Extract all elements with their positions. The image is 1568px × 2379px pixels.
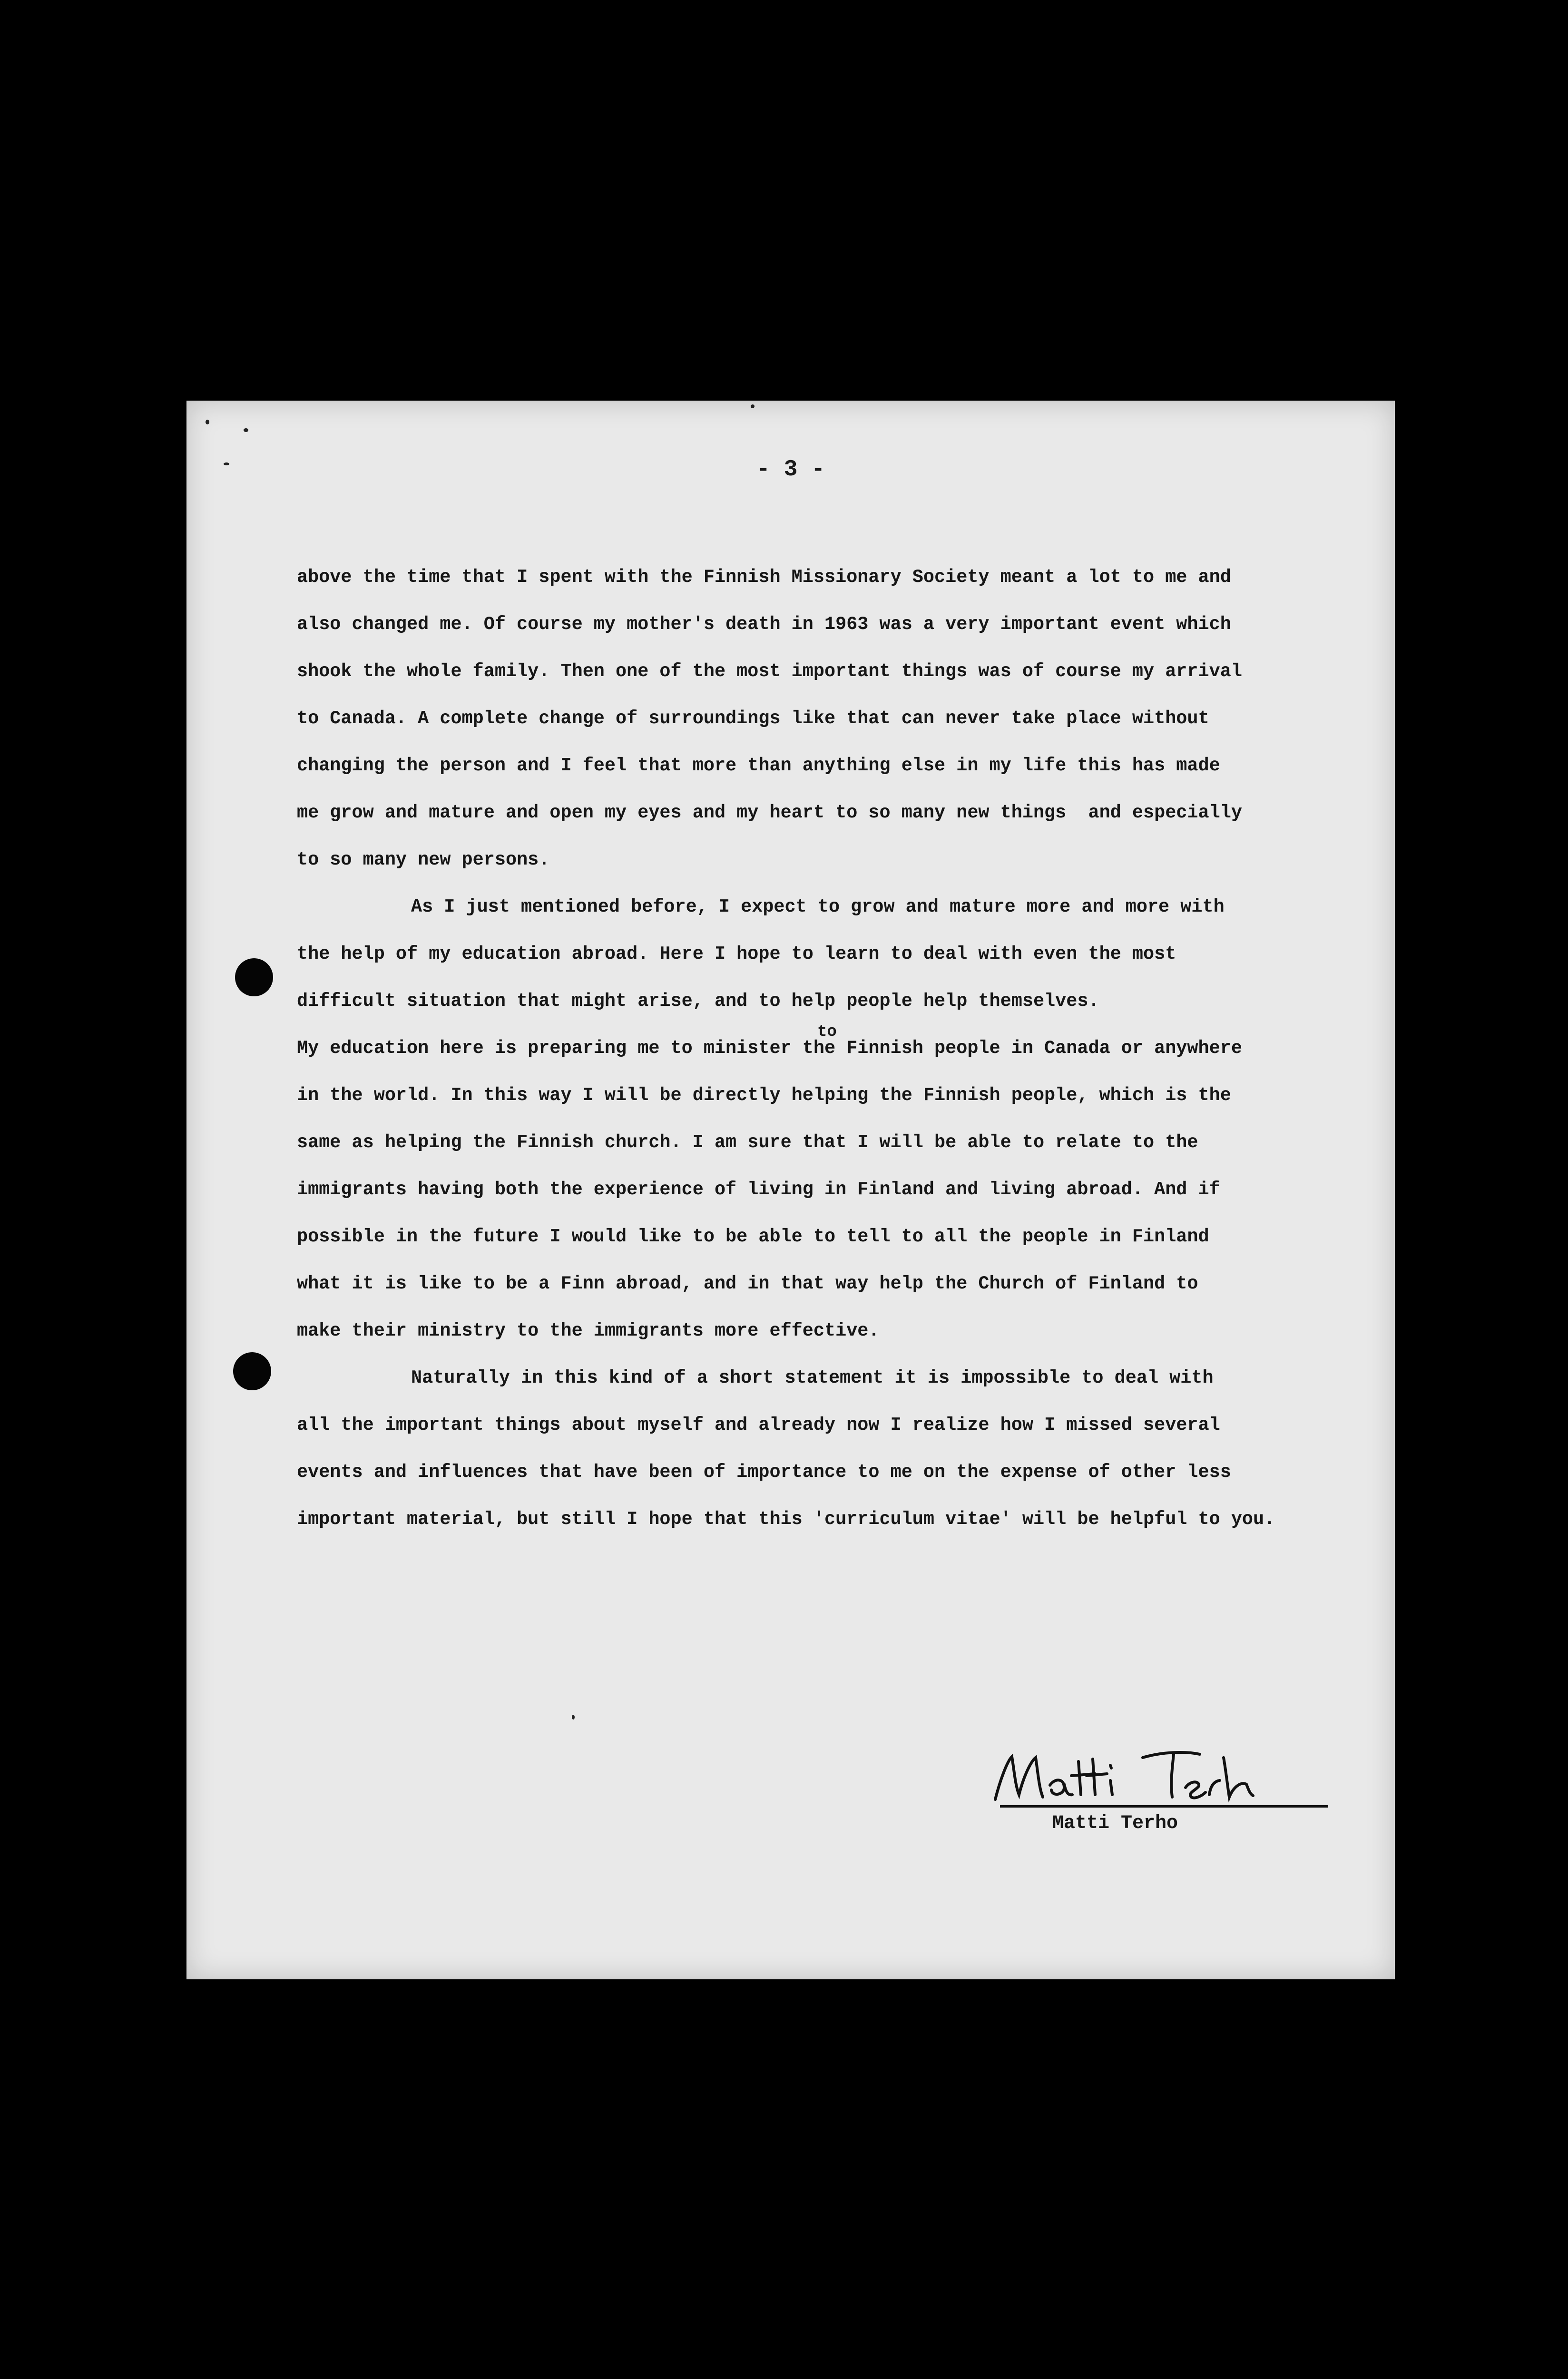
text-line: the help of my education abroad. Here I hope to learn to deal with even the most [297, 944, 1176, 964]
punch-hole [233, 1352, 271, 1390]
document-page [186, 401, 1395, 1979]
text-line: in the world. In this way I will be directly helping the Finnish people, which is the [297, 1085, 1231, 1106]
text-line: same as helping the Finnish church. I am sure that I will be able to relate to the [297, 1132, 1198, 1153]
text-line: My education here is preparing me to minister the Finnish people in Canada or anywhere [297, 1038, 1242, 1059]
text-line: above the time that I spent with the Finnish Missionary Society meant a lot to me and [297, 567, 1231, 588]
text-line: difficult situation that might arise, and to help people help themselves. [297, 991, 1099, 1012]
typed-signature-name: Matti Terho [1052, 1813, 1178, 1834]
paper-speck [572, 1715, 575, 1720]
letter-body [297, 554, 1372, 1543]
paper-speck [751, 404, 755, 408]
text-line: shook the whole family. Then one of the most important things was of course my arrival [297, 661, 1242, 682]
handwritten-insertion: to [817, 1023, 837, 1041]
text-line: all the important things about myself and already now I realize how I missed several [297, 1415, 1220, 1435]
paper-speck [244, 428, 248, 432]
page-number: - 3 - [756, 457, 825, 482]
paragraph-2 [297, 884, 1372, 1355]
signature-line [1000, 1805, 1328, 1808]
punch-hole [235, 958, 273, 996]
text-line: important material, but still I hope that this 'curriculum vitae' will be helpful to you. [297, 1509, 1275, 1530]
paper-speck [206, 420, 209, 424]
text-line: As I just mentioned before, I expect to grow and mature more and more with [411, 896, 1225, 917]
text-line: to Canada. A complete change of surroundings like that can never take place without [297, 708, 1209, 729]
text-line: what it is like to be a Finn abroad, and in that way help the Church of Finland to [297, 1273, 1198, 1294]
text-line: events and influences that have been of importance to me on the expense of other less [297, 1462, 1231, 1483]
handwritten-signature [986, 1728, 1290, 1809]
text-line: Naturally in this kind of a short statement it is impossible to deal with [411, 1367, 1214, 1388]
text-line: to so many new persons. [297, 849, 550, 870]
paragraph-1 [297, 554, 1372, 884]
text-line: changing the person and I feel that more than anything else in my life this has made [297, 755, 1220, 776]
text-line: me grow and mature and open my eyes and my heart to so many new things and especially [297, 802, 1242, 823]
text-line: possible in the future I would like to be able to tell to all the people in Finland [297, 1226, 1209, 1247]
paragraph-3 [297, 1355, 1372, 1543]
text-line: immigrants having both the experience of living in Finland and living abroad. And if [297, 1179, 1220, 1200]
text-line: make their ministry to the immigrants more effective. [297, 1320, 880, 1341]
text-line: also changed me. Of course my mother's death in 1963 was a very important event which [297, 614, 1231, 635]
signature-block [986, 1728, 1347, 1871]
